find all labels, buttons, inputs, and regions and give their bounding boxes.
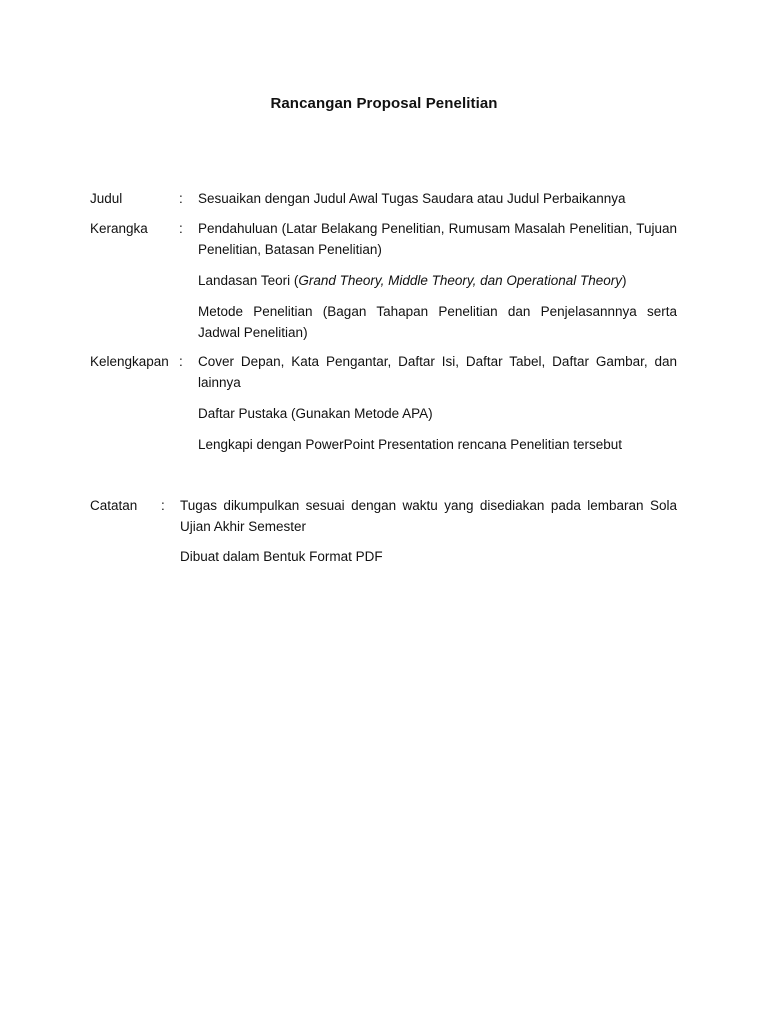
section-judul bbox=[90, 189, 677, 211]
section-kelengkapan bbox=[90, 352, 677, 456]
section-colon: : bbox=[179, 221, 183, 236]
item-text: Metode Penelitian (Bagan Tahapan Penelitian dan Penjelasannnya serta Jadwal Penelitian) bbox=[198, 304, 677, 340]
section-label-kerangka: Kerangka bbox=[90, 221, 148, 236]
section-colon: : bbox=[179, 191, 183, 206]
section-label-catatan: Catatan bbox=[90, 498, 138, 513]
item-text: Dibuat dalam Bentuk Format PDF bbox=[180, 549, 383, 564]
section-kerangka bbox=[90, 219, 677, 341]
item-text-suffix: ) bbox=[622, 273, 627, 288]
item-text: Daftar Pustaka (Gunakan Metode APA) bbox=[198, 406, 433, 421]
item-text-emphasis: Grand Theory, Middle Theory, dan Operational Theory bbox=[298, 273, 622, 288]
item-text: Lengkapi dengan PowerPoint Presentation rencana Penelitian tersebut bbox=[198, 437, 623, 452]
section-content-kerangka bbox=[198, 219, 677, 341]
document-title: Rancangan Proposal Penelitian bbox=[270, 95, 498, 112]
item-text-mixed bbox=[198, 271, 677, 292]
section-content-catatan bbox=[180, 496, 677, 570]
section-colon: : bbox=[161, 498, 165, 513]
section-colon: : bbox=[179, 354, 183, 369]
section-catatan bbox=[90, 496, 677, 570]
item-text: Sesuaikan dengan Judul Awal Tugas Saudara atau Judul Perbaikannya bbox=[198, 191, 626, 206]
item-text-prefix: Landasan Teori ( bbox=[198, 273, 299, 288]
item-text: Pendahuluan (Latar Belakang Penelitian, Rumusam Masalah Penelitian, Tujuan Penelitian, Batasan Penelitian) bbox=[198, 221, 677, 257]
item-text: Tugas dikumpulkan sesuai dengan waktu yang disediakan pada lembaran Sola Ujian Akhir Semester bbox=[180, 498, 677, 534]
section-label-judul: Judul bbox=[90, 191, 123, 206]
item-text: Cover Depan, Kata Pengantar, Daftar Isi, Daftar Tabel, Daftar Gambar, dan lainnya bbox=[198, 354, 677, 390]
section-content-kelengkapan bbox=[198, 352, 677, 456]
section-label-kelengkapan: Kelengkapan bbox=[90, 354, 169, 369]
